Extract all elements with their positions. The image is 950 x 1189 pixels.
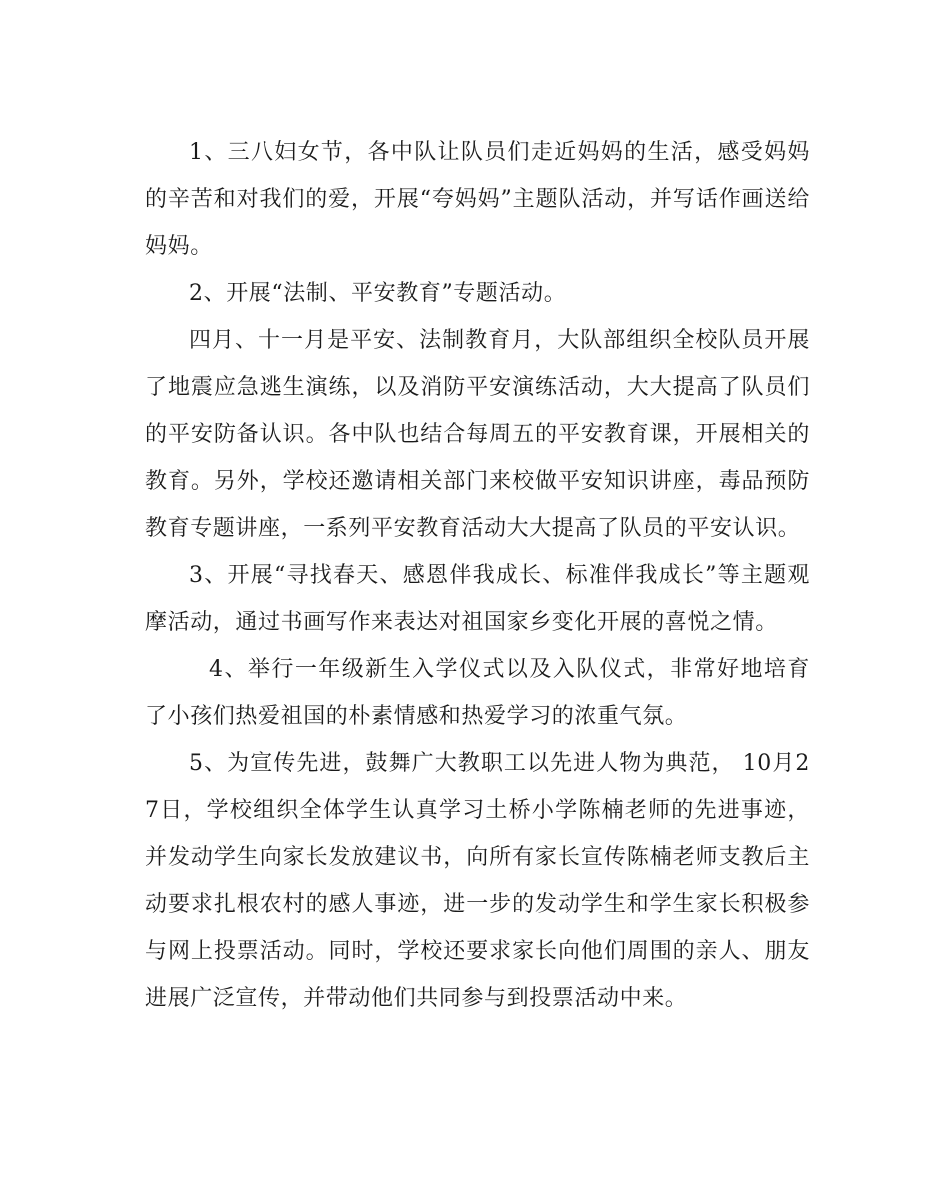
paragraph-safety-education-month: 四月、十一月是平安、法制教育月，大队部组织全校队员开展了地震应急逃生演练，以及消防平安演练活动，大大提高了队员们的平安防备认识。各中队也结合每周五的平安教育课，开展相关的教育。另外，学校还邀请相关部门来校做平安知识讲座，毒品预防教育专题讲座，一系列平安教育活动大大提高了队员的平安认识。 <box>145 328 810 541</box>
paragraph-advanced-model: 5、为宣传先进，鼓舞广大教职工以先进人物为典范， 10月27日，学校组织全体学生认真学习土桥小学陈楠老师的先进事迹，并发动学生向家长发放建议书，向所有家长宣传陈楠老师支教后主动要求扎根农村的感人事迹，进一步的发动学生和学生家长积极参与网上投票活动。同时，学校还要求家长向他们周围的亲人、朋友进展广泛宣传，并带动他们共同参与到投票活动中来。 <box>145 751 810 1011</box>
paragraph-enrollment-ceremony: 4、举行一年级新生入学仪式以及入队仪式，非常好地培育了小孩们热爱祖国的朴素情感和热爱学习的浓重气氛。 <box>145 657 810 729</box>
paragraph-spring-activity: 3、开展“寻找春天、感恩伴我成长、标准伴我成长”等主题观摩活动，通过书画写作来表达对祖国家乡变化开展的喜悦之情。 <box>145 563 810 635</box>
document-body <box>145 129 810 1022</box>
paragraph-safety-education-heading: 2、开展“法制、平安教育”专题活动。 <box>189 281 567 306</box>
paragraph-womens-day: 1、三八妇女节，各中队让队员们走近妈妈的生活，感受妈妈的辛苦和对我们的爱，开展“夸妈妈”主题队活动，并写话作画送给妈妈。 <box>145 140 810 259</box>
